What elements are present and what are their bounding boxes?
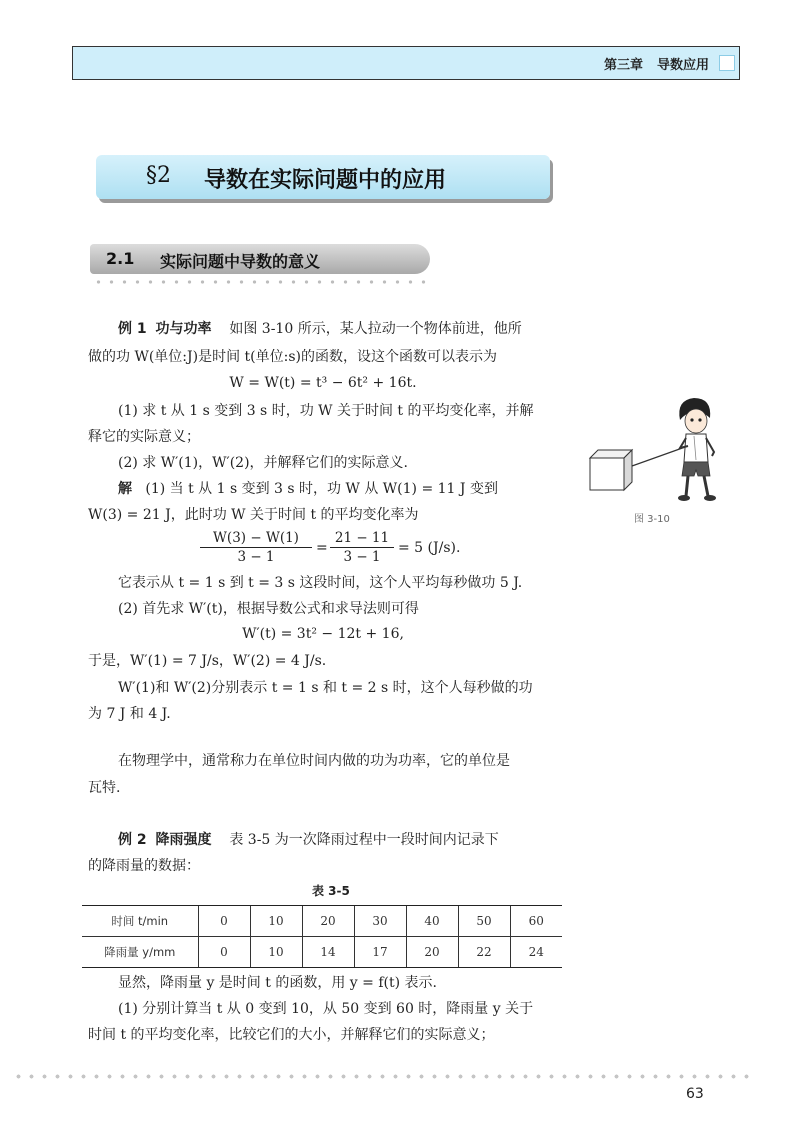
section-banner bbox=[96, 155, 550, 199]
note-line1: 在物理学中，通常称力在单位时间内做的功为功率，它的单位是 bbox=[118, 753, 510, 769]
table-cell: 40 bbox=[406, 906, 458, 937]
fraction-denominator-1: 3 − 1 bbox=[237, 549, 275, 565]
figure-person-pulling-box bbox=[584, 390, 734, 530]
chapter-header-bar bbox=[72, 46, 740, 80]
solution-line2: W(3) = 21 J，此时功 W 关于时间 t 的平均变化率为 bbox=[88, 507, 419, 523]
table-cell: 30 bbox=[354, 906, 406, 937]
table-cell: 14 bbox=[302, 937, 354, 968]
solution-line1-wrap bbox=[118, 482, 498, 496]
table-cell: 20 bbox=[406, 937, 458, 968]
example1-text-line2: 做的功 W(单位:J)是时间 t(单位:s)的函数，设这个函数可以表示为 bbox=[88, 349, 497, 365]
table-cell: 10 bbox=[250, 906, 302, 937]
table-row-label-rainfall: 降雨量 y/mm bbox=[82, 937, 198, 968]
example2-title: 降雨强度 bbox=[155, 832, 212, 848]
footer-dotted-rule bbox=[12, 1074, 752, 1079]
section-title: 导数在实际问题中的应用 bbox=[204, 168, 447, 193]
solution2-line4: 为 7 J 和 4 J. bbox=[88, 706, 171, 722]
table-row-time bbox=[82, 906, 562, 937]
example2-text-line1: 表 3-5 为一次降雨过程中一段时间内记录下 bbox=[229, 832, 499, 848]
table-cell: 10 bbox=[250, 937, 302, 968]
example1-question1-line1: (1) 求 t 从 1 s 变到 3 s 时，功 W 关于时间 t 的平均变化率，并解 bbox=[118, 403, 534, 419]
solution-line1: (1) 当 t 从 1 s 变到 3 s 时，功 W 从 W(1) = 11 J 变到 bbox=[145, 481, 498, 497]
solution-meaning: 它表示从 t = 1 s 到 t = 3 s 这段时间，这个人平均每秒做功 5 J. bbox=[118, 575, 523, 591]
table-cell: 50 bbox=[458, 906, 510, 937]
note-line2: 瓦特. bbox=[88, 780, 121, 796]
example2-after-line3: 时间 t 的平均变化率，比较它们的大小，并解释它们的实际意义； bbox=[88, 1027, 495, 1043]
example1-question1-line2: 释它的实际意义； bbox=[88, 429, 200, 445]
page-number: 63 bbox=[686, 1086, 704, 1102]
figure-illustration bbox=[584, 390, 734, 530]
example2-heading-line bbox=[118, 833, 499, 847]
chapter-number: 第三章 bbox=[603, 58, 643, 73]
formula-derivative: W′(t) = 3t² − 12t + 16, bbox=[242, 626, 404, 642]
example1-question2: (2) 求 W′(1)，W′(2)，并解释它们的实际意义. bbox=[118, 455, 408, 471]
fraction-result: = 5 (J/s). bbox=[398, 540, 461, 556]
example1-formula-work: W = W(t) = t³ − 6t² + 16t. bbox=[229, 375, 417, 391]
subsection-title: 实际问题中导数的意义 bbox=[160, 252, 321, 271]
example2-text-line2: 的降雨量的数据： bbox=[88, 858, 200, 874]
fraction-numerator-1: W(3) − W(1) bbox=[200, 530, 312, 548]
table-cell: 17 bbox=[354, 937, 406, 968]
table-cell: 0 bbox=[198, 906, 250, 937]
subsection-dotted-rule bbox=[92, 280, 432, 284]
table-row-label-time: 时间 t/min bbox=[82, 906, 198, 937]
solution2-line1: (2) 首先求 W′(t)，根据导数公式和求导法则可得 bbox=[118, 601, 419, 617]
example1-heading-line bbox=[118, 322, 522, 336]
example2-after-line1: 显然，降雨量 y 是时间 t 的函数，用 y = f(t) 表示. bbox=[118, 975, 437, 991]
table-cell: 0 bbox=[198, 937, 250, 968]
example2-after-line2: (1) 分别计算当 t 从 0 变到 10，从 50 变到 60 时，降雨量 y 关于 bbox=[118, 1001, 534, 1017]
table-row-rainfall bbox=[82, 937, 562, 968]
example1-text-line1: 如图 3-10 所示，某人拉动一个物体前进，他所 bbox=[229, 321, 522, 337]
fraction-denominator-2: 3 − 1 bbox=[343, 549, 381, 565]
table-cell: 24 bbox=[510, 937, 562, 968]
rainfall-table bbox=[82, 905, 562, 968]
header-square-decoration bbox=[719, 55, 735, 71]
solution2-line2: 于是，W′(1) = 7 J/s，W′(2) = 4 J/s. bbox=[88, 653, 327, 669]
section-number: §2 bbox=[146, 163, 171, 188]
fraction-numerator-2: 21 − 11 bbox=[330, 530, 394, 548]
subsection-banner bbox=[90, 244, 430, 274]
figure-caption: 图 3-10 bbox=[634, 514, 670, 525]
table-cell: 60 bbox=[510, 906, 562, 937]
fraction-values bbox=[330, 530, 394, 565]
example1-label: 例 1 bbox=[118, 321, 147, 337]
chapter-title: 导数应用 bbox=[656, 58, 709, 73]
solution-label: 解 bbox=[118, 481, 132, 497]
table-cell: 22 bbox=[458, 937, 510, 968]
chapter-header-text bbox=[604, 54, 709, 73]
table-cell: 20 bbox=[302, 906, 354, 937]
equals-sign: = bbox=[316, 540, 328, 556]
example2-label: 例 2 bbox=[118, 832, 147, 848]
example1-title: 功与功率 bbox=[155, 321, 212, 337]
subsection-number: 2.1 bbox=[106, 249, 135, 268]
solution2-line3: W′(1)和 W′(2)分别表示 t = 1 s 和 t = 2 s 时，这个人每秒做的功 bbox=[118, 680, 533, 696]
fraction-average-rate bbox=[200, 530, 312, 565]
table-caption: 表 3-5 bbox=[312, 884, 350, 898]
